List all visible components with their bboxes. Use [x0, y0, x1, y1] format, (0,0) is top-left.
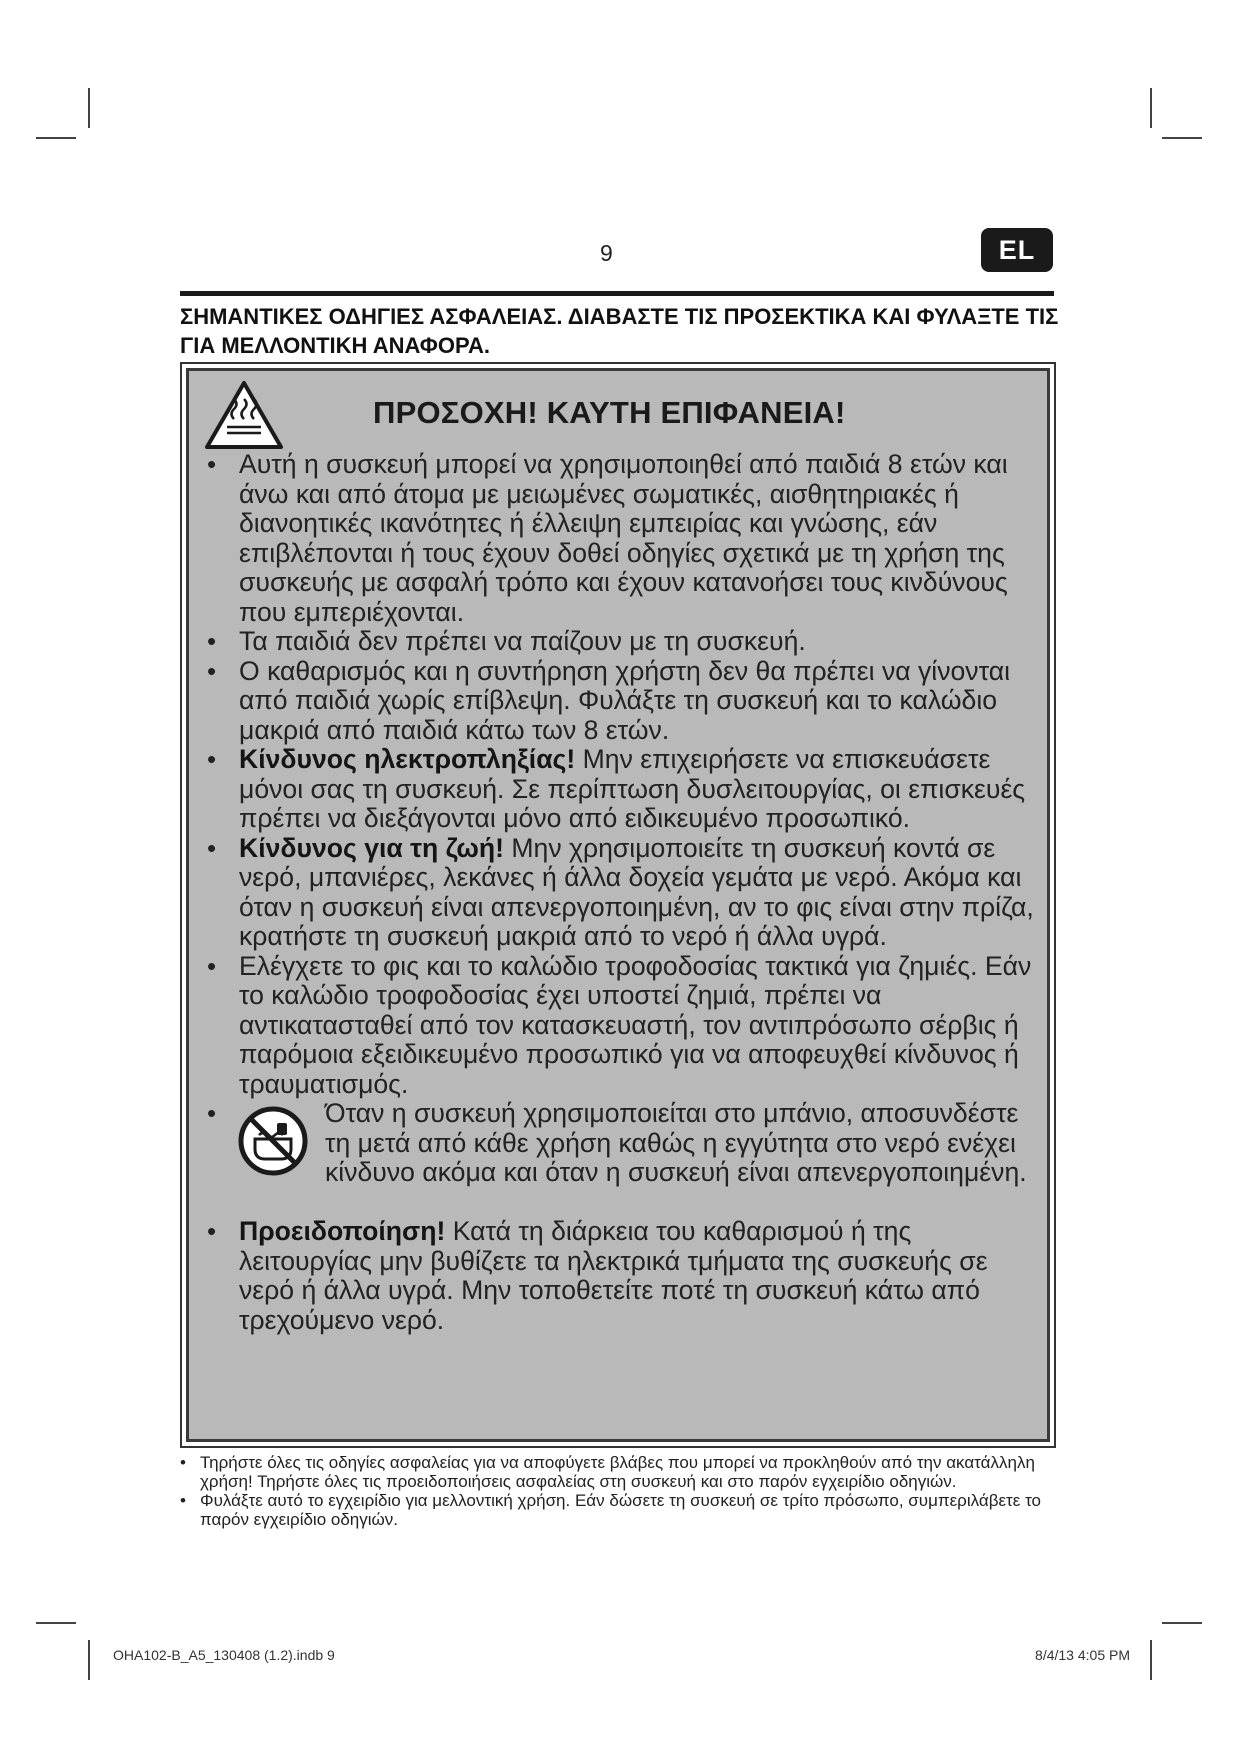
warning-item [203, 627, 1043, 657]
notes-list [180, 1454, 1060, 1530]
warning-item [203, 745, 1043, 834]
crop-mark [1150, 88, 1152, 128]
warning-item-text: Μην χρησιμοποιείτε τη συσκευή κοντά σε νερό, μπανιέρες, λεκάνες ή άλλα δοχεία γεμάτα με νερό. Ακόμα και όταν η συσκευή είναι απενεργοποιημένη, αν το φις είναι στην πρίζα, κρατήστε τη συσκευή μακριά από το νερό ή άλλα υγρά. [239, 832, 1034, 951]
header-rule [180, 291, 1054, 296]
page-number: 9 [600, 240, 613, 266]
warning-box-inner [186, 368, 1050, 1442]
crop-mark [1162, 1622, 1202, 1624]
warning-list [203, 450, 1043, 1335]
warning-item-text: Τα παιδιά δεν πρέπει να παίζουν με τη συσκευή. [239, 626, 806, 656]
warning-box [180, 362, 1056, 1448]
warning-item-bold: Κίνδυνος ηλεκτροπληξίας! [239, 744, 576, 774]
warning-item [203, 657, 1043, 746]
safety-heading: ΣΗΜΑΝΤΙΚΕΣ ΟΔΗΓΙΕΣ ΑΣΦΑΛΕΙΑΣ. ΔΙΑΒΑΣΤΕ ΤΙΣ ΠΡΟΣΕΚΤΙΚΑ ΚΑΙ ΦΥΛΑΞΤΕ ΤΙΣ ΓΙΑ ΜΕΛΛΟΝΤΙΚΗ ΑΝΑΦΟΡΑ. [180, 304, 1059, 358]
warning-item [203, 1217, 1043, 1335]
warning-item-text: • Όταν η συσκευή χρησιμοποιείται στο μπάνιο, αποσυνδέστε τη μετά από κάθε χρήση καθώς η εγγύτητα στο νερό ενέχει κίνδυνο ακόμα και όταν η συσκευή είναι απενεργοποιημένη. [325, 1098, 1027, 1187]
note-item: • Τηρήστε όλες τις οδηγίες ασφαλείας για να αποφύγετε βλάβες που μπορεί να προκληθούν από την ακατάλληλη χρήση! Τηρήστε όλες τις προειδοποιήσεις ασφαλείας στη συσκευή και στο παρόν εγχειρίδιο οδηγιών. [180, 1454, 1060, 1491]
crop-mark [88, 88, 90, 128]
language-badge: EL [981, 228, 1053, 272]
warning-item [203, 1099, 1043, 1217]
hot-surface-warning-icon [203, 379, 285, 451]
no-bath-icon [237, 1105, 309, 1177]
warning-item-bold: Κίνδυνος για τη ζωή! [239, 832, 504, 863]
crop-mark [1162, 137, 1202, 139]
warning-item-text: Αυτή η συσκευή μπορεί να χρησιμοποιηθεί από παιδιά 8 ετών και άνω και από άτομα με μειωμένες σωματικές, αισθητηριακές ή διανοητικές ικανότητες ή έλλειψη εμπειρίας και γνώσης, εάν επιβλέπονται ή τους έχουν δοθεί οδηγίες σχετικά με τη χρήση της συσκευής με ασφαλή τρόπο και έχουν κατανοήσει τους κινδύνους που εμπεριέχονται. [239, 449, 1008, 627]
crop-mark [36, 137, 76, 139]
footer-file-info: OHA102-B_A5_130408 (1.2).indb 9 [113, 1647, 335, 1663]
crop-mark [88, 1640, 90, 1680]
warning-title: ΠΡΟΣΟΧΗ! ΚΑΥΤΗ ΕΠΙΦΑΝΕΙΑ! [373, 395, 846, 430]
note-item: • Φυλάξτε αυτό το εγχειρίδιο για μελλοντική χρήση. Εάν δώσετε τη συσκευή σε τρίτο πρόσωπο, συμπεριλάβετε το παρόν εγχειρίδιο οδηγιών. [180, 1492, 1060, 1529]
warning-item [203, 834, 1043, 952]
warning-item-text: Ελέγχετε το φις και το καλώδιο τροφοδοσίας τακτικά για ζημιές. Εάν το καλώδιο τροφοδοσίας έχει υποστεί ζημιά, πρέπει να αντικατασταθεί από τον κατασκευαστή, τον αντιπρόσωπο σέρβις ή παρόμοια εξειδικευμένο προσωπικό για να αποφευχθεί κίνδυνος ή τραυματισμός. [239, 950, 1032, 1099]
warning-item [203, 952, 1043, 1100]
footer-timestamp: 8/4/13 4:05 PM [1035, 1647, 1130, 1663]
crop-mark [36, 1622, 76, 1624]
crop-mark [1150, 1640, 1152, 1680]
warning-item [203, 450, 1043, 627]
warning-item-text: Μην επιχειρήσετε να επισκευάσετε μόνοι σας τη συσκευή. Σε περίπτωση δυσλειτουργίας, οι επισκευές πρέπει να διεξάγονται μόνο από ειδικευμένο προσωπικό. [239, 744, 1026, 833]
warning-item-text: Ο καθαρισμός και η συντήρηση χρήστη δεν θα πρέπει να γίνονται από παιδιά χωρίς επίβλεψη. Φυλάξτε τη συσκευή και το καλώδιο μακριά από παιδιά κάτω των 8 ετών. [239, 655, 1010, 745]
warning-item-text: Κατά τη διάρκεια του καθαρισμού ή της λειτουργίας μην βυθίζετε τα ηλεκτρικά τμήματα της συσκευής σε νερό ή άλλα υγρά. Μην τοποθετείτε ποτέ τη συσκευή κάτω από τρεχούμενο νερό. [239, 1216, 988, 1335]
warning-item-bold: Προειδοποίηση! [239, 1216, 446, 1246]
